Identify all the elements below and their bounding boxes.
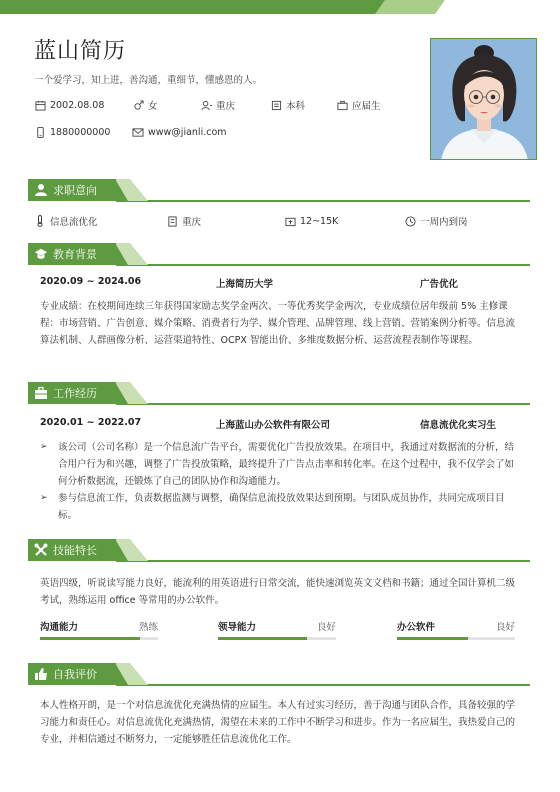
location-icon <box>200 99 212 111</box>
resume-name: 蓝山简历 <box>34 39 127 64</box>
intent-salary: 12~15K <box>284 214 404 228</box>
arrow-right-icon: ➢ <box>40 493 48 503</box>
building-icon <box>166 215 178 227</box>
briefcase-icon <box>34 386 48 400</box>
info-gender: 女 <box>132 98 200 112</box>
work-bullet: ➢ 该公司（公司名称）是一个信息流广告平台，需要优化广告投放效果。在项目中，我通过对数据流的分析，结合用户行为和兴趣，调整了广告投放策略，最终提升了广告点击率和转化率。在这个过程中，我不仅学会了如何分析数据流，还锻炼了自己的团队协作和沟通能力。 <box>40 439 518 490</box>
clock-icon <box>404 215 416 227</box>
graduation-cap-icon <box>34 247 48 261</box>
money-icon <box>284 215 296 227</box>
info-birthday: 2002.08.08 <box>34 98 132 112</box>
intent-city: 重庆 <box>166 214 284 228</box>
info-email[interactable]: www@jianli.com <box>132 126 227 138</box>
info-row-1 <box>34 98 381 112</box>
work-bullet: ➢ 参与信息流工作，负责数据监测与调整，确保信息流投放效果达到预期。与团队成员协作，共同完成项目目标。 <box>40 490 518 524</box>
tools-icon <box>34 543 48 557</box>
info-phone: 1880000000 <box>34 126 132 138</box>
section-header-intent: 求职意向 <box>28 179 530 201</box>
briefcase-icon <box>336 99 348 111</box>
self-text: 本人性格开朗，是一个对信息流优化充满热情的应届生。本人有过实习经历，善于沟通与团队合作，具备较强的学习能力和责任心。对信息流优化充满热情，渴望在未来的工作中不断学习和进步。作为一名应届生，我热爱自己的专业，并相信通过不断努力，一定能够胜任信息流优化工作。 <box>40 700 516 745</box>
arrow-right-icon: ➢ <box>40 442 48 452</box>
top-banner <box>0 0 560 14</box>
skill-progress <box>218 637 336 640</box>
gender-icon <box>132 99 144 111</box>
thermometer-icon <box>34 215 46 227</box>
motto: 一个爱学习，知上进，善沟通，重细节，懂感恩的人。 <box>34 75 263 86</box>
degree-icon <box>270 99 282 111</box>
phone-icon <box>34 126 46 138</box>
profile-photo <box>430 38 537 160</box>
info-degree: 本科 <box>270 98 336 112</box>
email-icon <box>132 126 144 138</box>
education-text: 专业成绩：在校期间连续三年获得国家励志奖学金两次、一等优秀奖学金两次，专业成绩位居年级前 5% 主修课程：市场营销、广告创意、媒介策略、消费者行为学、媒介管理、品牌管理、线上营销、营销案例分析等。信息流算法机制、人群画像分析、运营渠道特性、OCPX 智能出价、多维度数据分析、运营流程表制作等课程。 <box>40 301 516 346</box>
calendar-icon <box>34 99 46 111</box>
skills-text: 英语四级，听说读写能力良好，能流利的用英语进行日常交流，能快速浏览英文文档和书籍；通过全国计算机二级考试，熟练运用 office 等常用的办公软件。 <box>40 578 516 606</box>
info-status: 应届生 <box>336 98 381 112</box>
section-header-skills: 技能特长 <box>28 539 530 561</box>
skill-item: 沟通能力 熟练 <box>40 619 158 633</box>
section-header-education: 教育背景 <box>28 243 530 265</box>
info-row-2 <box>34 126 227 138</box>
intent-row <box>34 214 468 228</box>
section-header-self: 自我评价 <box>28 663 530 685</box>
section-header-work: 工作经历 <box>28 382 530 404</box>
intent-job: 信息流优化 <box>34 214 166 228</box>
skill-progress <box>397 637 515 640</box>
skill-item: 办公软件 良好 <box>397 619 515 633</box>
skill-progress <box>40 637 158 640</box>
intent-arrival: 一周内到岗 <box>404 214 468 228</box>
user-icon <box>34 183 48 197</box>
info-city: 重庆 <box>200 98 270 112</box>
thumbs-up-icon <box>34 667 48 681</box>
skill-item: 领导能力 良好 <box>218 619 336 633</box>
